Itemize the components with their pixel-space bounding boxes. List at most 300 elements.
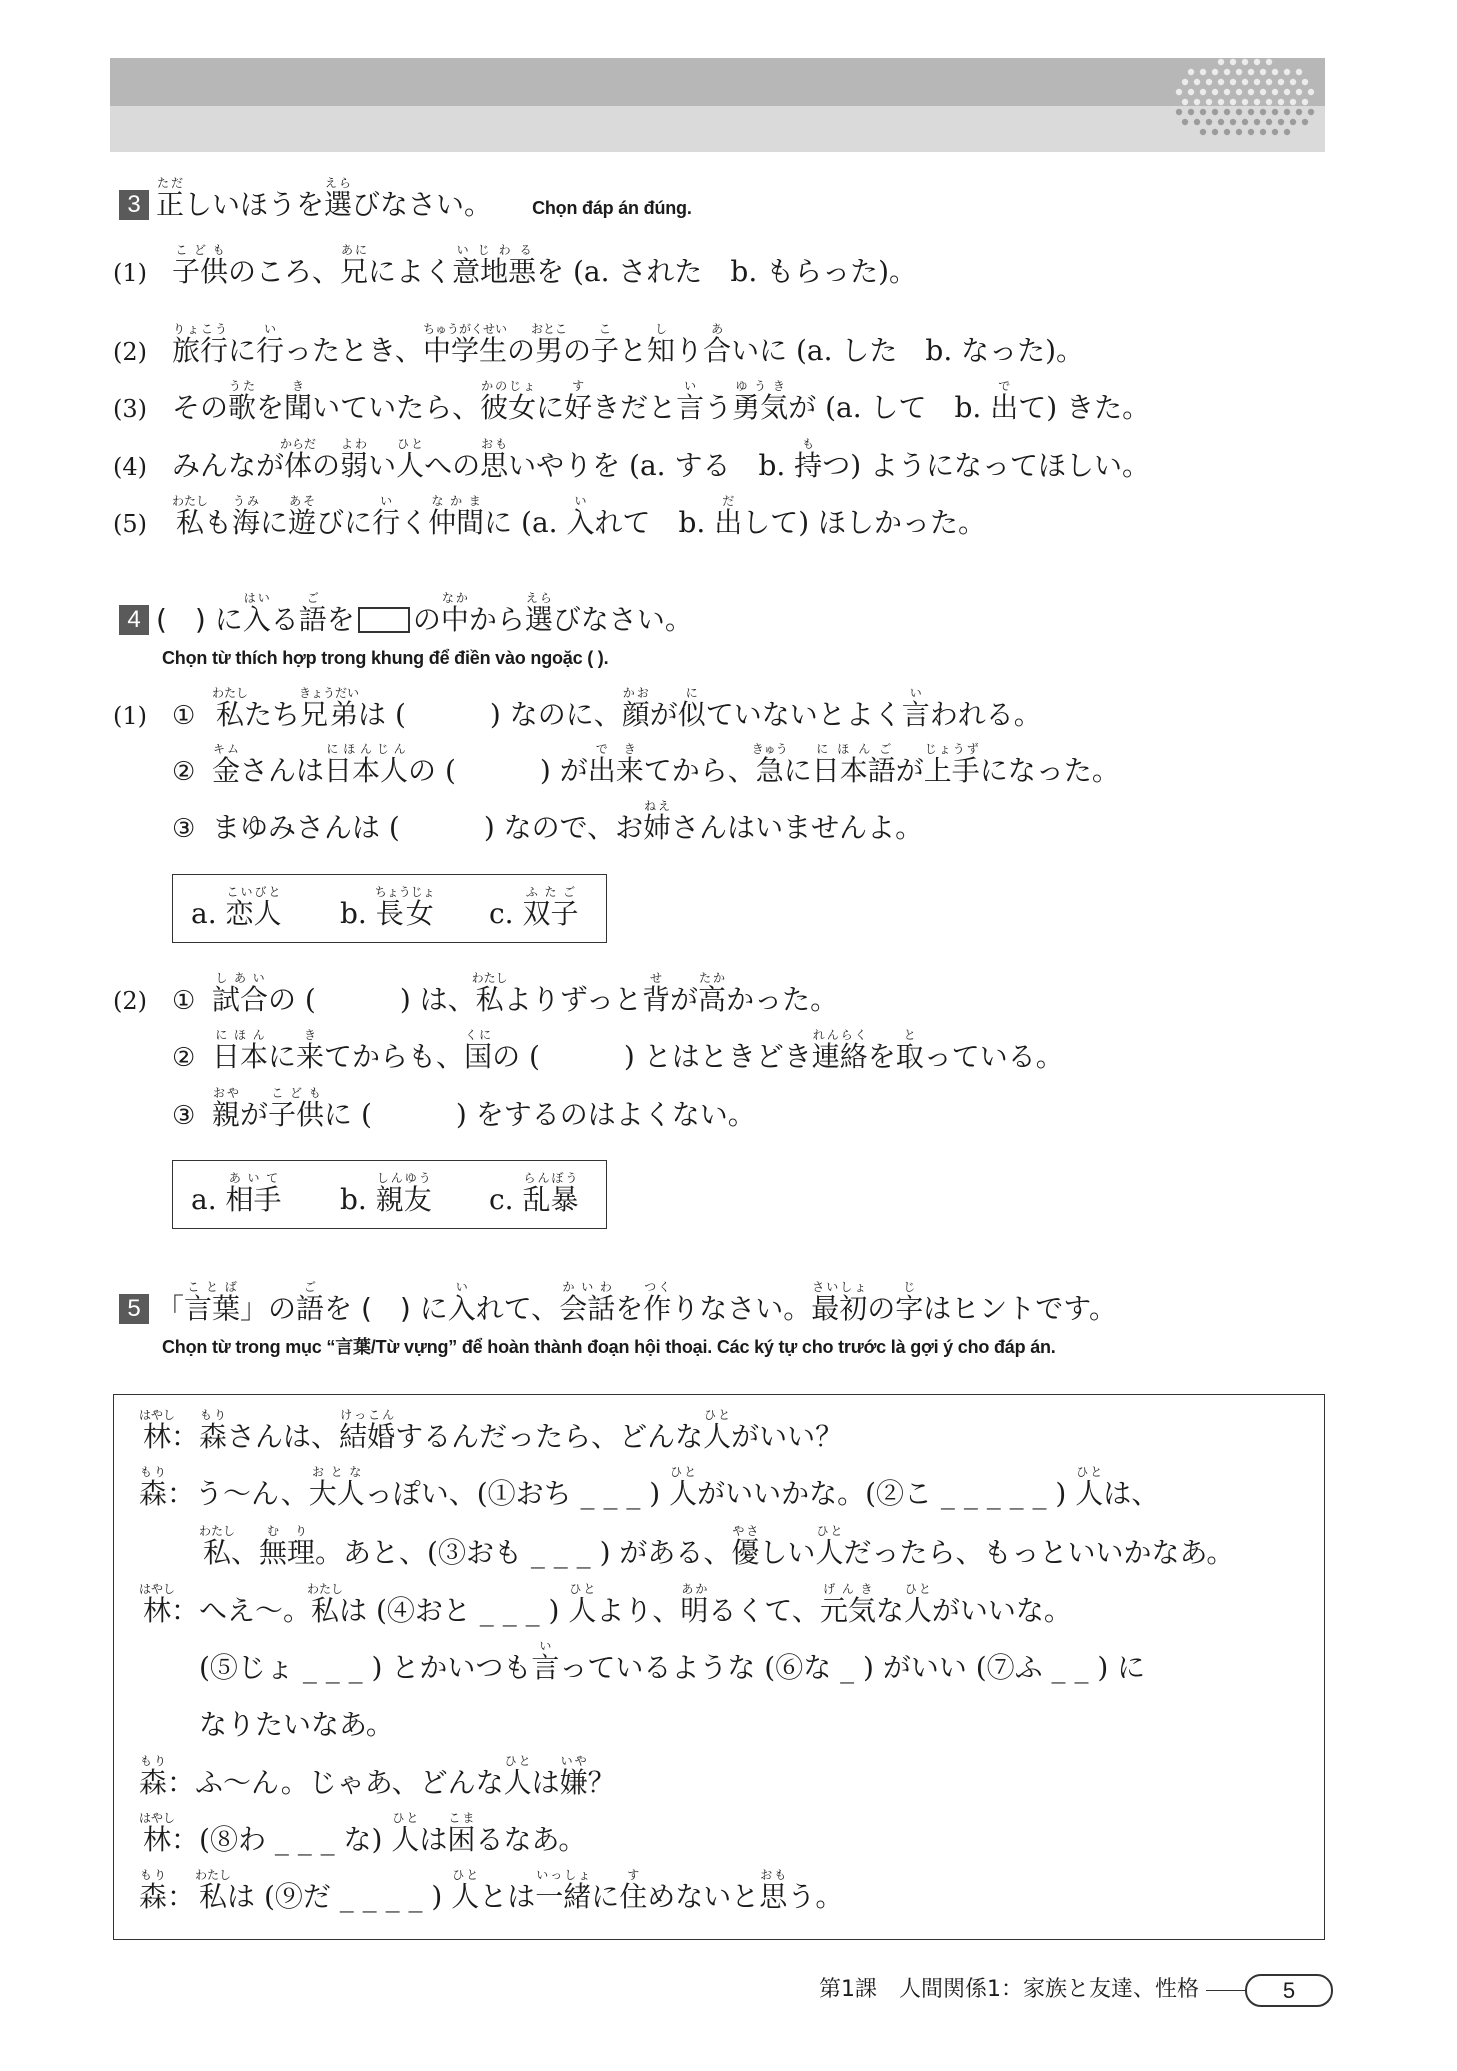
furigana: おとこ [530,322,567,336]
header-dot [1284,69,1290,75]
header-dot [1260,89,1266,95]
furigana: わたし [172,494,209,508]
text-run: いに (a. した b. なった)。 [731,334,1085,367]
text-run: るくて、 [708,1594,820,1627]
text-run: う [704,391,733,424]
text-run: めないと [647,1880,760,1913]
question-number: (1) [113,702,147,730]
speaker [139,1408,199,1466]
answer-frame-icon [358,607,410,633]
text-run: ： [171,1823,200,1856]
text-run: の [562,334,591,367]
text-run: るなあ。 [475,1823,587,1856]
question-text [172,494,986,552]
text-run: はヒントです。 [923,1292,1118,1325]
header-dot [1206,99,1212,105]
header-dot [1194,99,1200,105]
text-run: 。あと、(③おも _ _ _ ) がある、 [315,1536,732,1569]
section-number-badge: 4 [119,605,149,635]
ruby-word: 子供こども [268,1086,325,1131]
dialogue-text [199,1639,1145,1697]
ruby-word: 人ひと [903,1582,932,1627]
furigana: にほんご [811,742,896,756]
text-run: に [591,1880,620,1913]
text-run: が [670,983,699,1016]
header-dot [1260,69,1266,75]
text-run: になった。 [979,754,1120,787]
word-choice-row [191,1171,638,1223]
ruby-word: 言い [531,1639,560,1684]
text-run: に [536,391,565,424]
text-run: が [895,754,924,787]
furigana: で [990,379,1019,393]
ruby-word: 子供こども [172,243,229,288]
furigana: ただ [156,176,185,190]
header-dot [1272,109,1278,115]
word-choice [340,1171,489,1223]
furigana: ことば [184,1280,241,1294]
ruby-word: 急きゅう [751,742,788,787]
furigana: ひと [391,1811,420,1825]
page-number: 5 [1245,1974,1333,2007]
furigana: し [647,322,676,336]
furigana: に [677,686,706,700]
dialogue-line [139,1811,586,1869]
header-dot [1278,79,1284,85]
ruby-word: 恋人こいびと [225,885,282,930]
text-run: するんだったら、どんな [395,1420,704,1453]
ruby-word: 元気げんき [819,1582,876,1627]
furigana: たか [698,971,727,985]
ruby-word: 嫌いや [559,1754,588,1799]
question-number: (1) [113,259,147,287]
text-run: が (a. して b. [788,391,991,424]
question-number: (2) [113,338,147,366]
header-dot [1224,109,1230,115]
furigana: わたし [307,1582,344,1596]
furigana: い [447,1280,476,1294]
ruby-word: 兄あに [340,243,369,288]
text-run: い [368,449,397,482]
ruby-word: 大人おとな [308,1465,365,1510]
section-number-badge: 3 [119,190,149,220]
ruby-word: 入はい [242,591,271,636]
furigana: はやし [139,1408,176,1422]
section-title [156,1280,1117,1338]
header-dot [1218,59,1224,65]
header-dot [1212,69,1218,75]
furigana: いや [559,1754,588,1768]
text-run: は、 [1103,1477,1160,1510]
furigana: す [619,1868,648,1882]
header-dot [1272,69,1278,75]
item-mark: ③ [172,1101,196,1131]
text-run: だったら、もっといいかなあ。 [843,1536,1235,1569]
text-run: れて、 [475,1292,560,1325]
ruby-word: 選えら [524,591,553,636]
dialogue-text [199,1408,843,1466]
header-dot [1236,89,1242,95]
text-run: を (a. された b. もらった)。 [536,255,918,288]
text-run: っているような (⑥な _ ) がいい (⑦ふ _ _ ) に [559,1651,1146,1684]
ruby-word: 行い [372,494,401,539]
header-dot [1182,99,1188,105]
header-dot [1266,79,1272,85]
ruby-word: 私わたし [195,1868,232,1913]
ruby-word: 金キム [212,742,241,787]
text-run: のころ、 [228,255,341,288]
section-title [156,176,492,234]
text-run: に (a. [484,506,567,539]
text-run: びなさい。 [552,603,693,636]
ruby-word: 林はやし [139,1408,176,1453]
item-mark: ② [172,1043,196,1073]
furigana: だ [714,494,743,508]
question-4-2-1 [113,971,838,1030]
footer-rule [1206,1990,1246,1991]
furigana: ご [298,591,327,605]
furigana: はやし [139,1582,176,1596]
text-run: きだと [592,391,677,424]
text-run: その [172,391,229,424]
speaker [139,1582,199,1640]
ruby-word: 姉ねえ [643,799,672,844]
furigana: おも [480,437,509,451]
section-subtitle: Chọn đáp án đúng. [532,198,692,218]
dialogue-text [195,1754,616,1812]
ruby-word: 出だ [714,494,743,539]
header-dot [1194,119,1200,125]
ruby-word: 結婚けっこん [339,1408,396,1453]
furigana: あそ [288,494,317,508]
furigana: も [794,437,823,451]
furigana: つく [643,1280,672,1294]
ruby-word: 人ひと [669,1465,698,1510]
ruby-word: 体からだ [280,437,317,482]
header-dot [1212,109,1218,115]
ruby-word: 似に [677,686,706,731]
ruby-word: 人ひと [568,1582,597,1627]
ruby-word: 字じ [895,1280,924,1325]
dialogue-line [139,1582,1072,1640]
text-run: たち [244,698,301,731]
ruby-word: 出来でき [587,742,644,787]
section-title [156,591,693,649]
ruby-word: 中学生ちゅうがくせい [422,322,507,367]
furigana: でき [587,742,644,756]
header-dot [1254,99,1260,105]
question-3-1 [113,243,917,302]
ruby-word: 人ひと [815,1524,844,1569]
ruby-word: 優やさ [731,1524,760,1569]
text-run: ったとき、 [284,334,423,367]
furigana: あ [703,322,732,336]
furigana: あいて [225,1171,282,1185]
header-dot [1308,89,1314,95]
text-run: いていたら、 [312,391,481,424]
text-run: さんは、 [227,1420,340,1453]
header-dot [1272,89,1278,95]
text-run: の ( ) は、 [268,983,476,1016]
text-run: がいいかな。(②こ _ _ _ _ _ ) [697,1477,1076,1510]
header-dot [1260,109,1266,115]
header-dot [1248,129,1254,135]
ruby-word: 遊あそ [288,494,317,539]
ruby-word: 親友しんゆう [375,1171,432,1216]
furigana: けっこん [339,1408,396,1422]
ruby-word: 人ひと [391,1811,420,1856]
furigana: せ [642,971,671,985]
ruby-word: 彼女かのじょ [480,379,537,424]
word-choice-box [172,874,607,943]
header-dot [1230,119,1236,125]
header-dot [1176,89,1182,95]
header-dot [1260,129,1266,135]
text-run: を [256,391,285,424]
text-run: 、 [231,1536,260,1569]
furigana: こいびと [225,885,282,899]
text-run: ： [167,1766,196,1799]
header-dot [1230,59,1236,65]
text-run: は [419,1823,448,1856]
ruby-word: 歌うた [228,379,257,424]
furigana: よわ [340,437,369,451]
text-run: によく [368,255,453,288]
header-dot [1296,109,1302,115]
text-run: っぽい、(①おち _ _ _ ) [364,1477,670,1510]
furigana: い [566,494,595,508]
header-dot [1272,129,1278,135]
ruby-word: 最初さいしょ [811,1280,868,1325]
ruby-word: 仲間なかま [428,494,485,539]
ruby-word: 海うみ [232,494,261,539]
text-run: が [649,698,678,731]
furigana: おも [759,1868,788,1882]
furigana: す [564,379,593,393]
header-dot [1290,79,1296,85]
text-run: がいい？ [731,1420,844,1453]
text-run: がいいな。 [931,1594,1072,1627]
text-run: ふ～ん。じゃあ、どんな [195,1766,504,1799]
text-run: しいほうを [184,188,325,221]
header-dot [1242,59,1248,65]
furigana: もり [139,1868,168,1882]
text-run: ： [167,1477,196,1510]
header-dot [1200,69,1206,75]
ruby-word: 思おも [759,1868,788,1913]
text-run: に [228,334,257,367]
header-dot [1236,69,1242,75]
text-run: われる。 [929,698,1042,731]
ruby-word: 正ただ [156,176,185,221]
ruby-word: 双子ふたご [522,885,579,930]
text-run: れて b. [594,506,715,539]
ruby-word: 国くに [464,1028,493,1073]
furigana: さいしょ [811,1280,868,1294]
header-dot [1242,99,1248,105]
text-run: う～ん、 [195,1477,309,1510]
ruby-word: 人ひと [503,1754,532,1799]
furigana: おとな [308,1465,365,1479]
ruby-word: 入い [447,1280,476,1325]
text-run: を [615,1292,644,1325]
furigana: ひと [568,1582,597,1596]
header-dot [1200,109,1206,115]
furigana: むり [259,1524,316,1538]
text-run: b. [340,1183,376,1216]
ruby-word: 日本語にほんご [811,742,896,787]
text-run: まゆみさんは ( ) なので、お [212,811,644,844]
ruby-word: 明あか [680,1582,709,1627]
dialogue-text [199,1696,394,1754]
word-choice-box [172,1160,607,1229]
item-mark: ② [172,757,196,787]
header-dot [1200,89,1206,95]
text-run: て) きた。 [1018,391,1151,424]
text-run: (⑤じょ _ _ _ ) とかいつも [199,1651,532,1684]
header-dot [1266,99,1272,105]
furigana: あか [680,1582,709,1596]
furigana: と [895,1028,924,1042]
furigana: ゆうき [732,379,789,393]
text-run: ？ [587,1766,616,1799]
text-run: る [270,603,299,636]
question-3-4 [113,437,1150,496]
text-run: く [400,506,429,539]
speaker [139,1811,199,1869]
text-run: さんは [240,754,325,787]
ruby-word: 持も [794,437,823,482]
ruby-word: 語ご [296,1280,325,1325]
furigana: じょうず [923,742,980,756]
word-choice [340,885,489,937]
furigana: やさ [731,1524,760,1538]
furigana: れんらく [811,1028,868,1042]
furigana: ひと [1075,1465,1104,1479]
ruby-word: 合あ [703,322,732,367]
question-text [172,437,1150,495]
furigana: もり [139,1754,168,1768]
text-run: てから、 [643,754,756,787]
ruby-word: 聞き [284,379,313,424]
text-run: りなさい。 [671,1292,812,1325]
text-run: の ( ) が [408,754,588,787]
header-dot [1230,99,1236,105]
question-3-3 [113,379,1150,438]
speaker [139,1465,195,1523]
question-text [172,322,1084,380]
ruby-word: 中なか [440,591,469,636]
dialogue-text [199,1524,1234,1582]
text-run: を [326,603,355,636]
header-dot [1182,119,1188,125]
ruby-word: 連絡れんらく [811,1028,868,1073]
text-run: な [875,1594,904,1627]
furigana: わたし [195,1868,232,1882]
ruby-word: 森もり [139,1465,168,1510]
furigana: ひと [669,1465,698,1479]
text-run: しい [759,1536,816,1569]
ruby-word: 一緒いっしょ [535,1868,592,1913]
text-run: の [867,1292,896,1325]
question-text [212,1086,756,1144]
furigana: くに [464,1028,493,1042]
question-text [212,686,1042,744]
header-dot [1230,79,1236,85]
furigana: い [676,379,705,393]
ruby-word: 出で [990,379,1019,424]
item-mark: ① [172,701,196,731]
text-run: 」の [240,1292,297,1325]
header-dot [1302,119,1308,125]
text-run: から [468,603,525,636]
dialogue-text [199,1811,586,1869]
ruby-word: 兄弟きょうだい [299,686,360,731]
header-dot [1224,69,1230,75]
text-run: は (④おと _ _ _ ) [339,1594,569,1627]
furigana: かのじょ [480,379,537,393]
ruby-word: 高たか [698,971,727,1016]
ruby-word: 試合しあい [212,971,269,1016]
furigana: い [531,1639,560,1653]
question-4-1-1 [113,686,1042,745]
text-run: より、 [596,1594,681,1627]
question-text [172,243,917,301]
ruby-word: 子こ [591,322,620,367]
ruby-word: 私わたし [199,1524,236,1569]
text-run: に ( ) をするのはよくない。 [324,1098,756,1131]
ruby-word: 人ひと [703,1408,732,1453]
text-run: を [867,1040,896,1073]
ruby-word: 顔かお [621,686,650,731]
ruby-word: 私わたし [307,1582,344,1627]
section-3-heading [156,176,692,237]
header-dot [1224,89,1230,95]
ruby-word: 語ご [298,591,327,636]
header-dot [1308,109,1314,115]
header-dot [1248,109,1254,115]
furigana: い [372,494,401,508]
section-number-badge: 5 [119,1294,149,1324]
furigana: こま [447,1811,476,1825]
furigana: もり [139,1465,168,1479]
text-run: 「 [156,1292,185,1325]
ruby-word: 私わたし [471,971,508,1016]
header-dot [1212,89,1218,95]
text-run: の ( ) とはときどき [492,1040,812,1073]
dialogue-line-continued [199,1696,394,1754]
ruby-word: 人ひと [1075,1465,1104,1510]
text-run: よりずっと [503,983,643,1016]
header-dot [1236,109,1242,115]
ruby-word: 私わたし [172,494,209,539]
ruby-word: 森もり [199,1408,228,1453]
furigana: わたし [471,971,508,985]
ruby-word: 日本人にほんじん [324,742,409,787]
header-dot [1284,129,1290,135]
ruby-word: 森もり [139,1868,168,1913]
furigana: からだ [280,437,317,451]
question-text [172,379,1150,437]
furigana: い [901,686,930,700]
text-run: なりたいなあ。 [199,1708,394,1741]
furigana: キム [212,742,241,756]
text-run: (⑧わ _ _ _ な) [199,1823,392,1856]
item-mark: ① [172,986,196,1016]
header-dot [1296,69,1302,75]
ruby-word: 人ひと [451,1868,480,1913]
furigana: はやし [139,1811,176,1825]
